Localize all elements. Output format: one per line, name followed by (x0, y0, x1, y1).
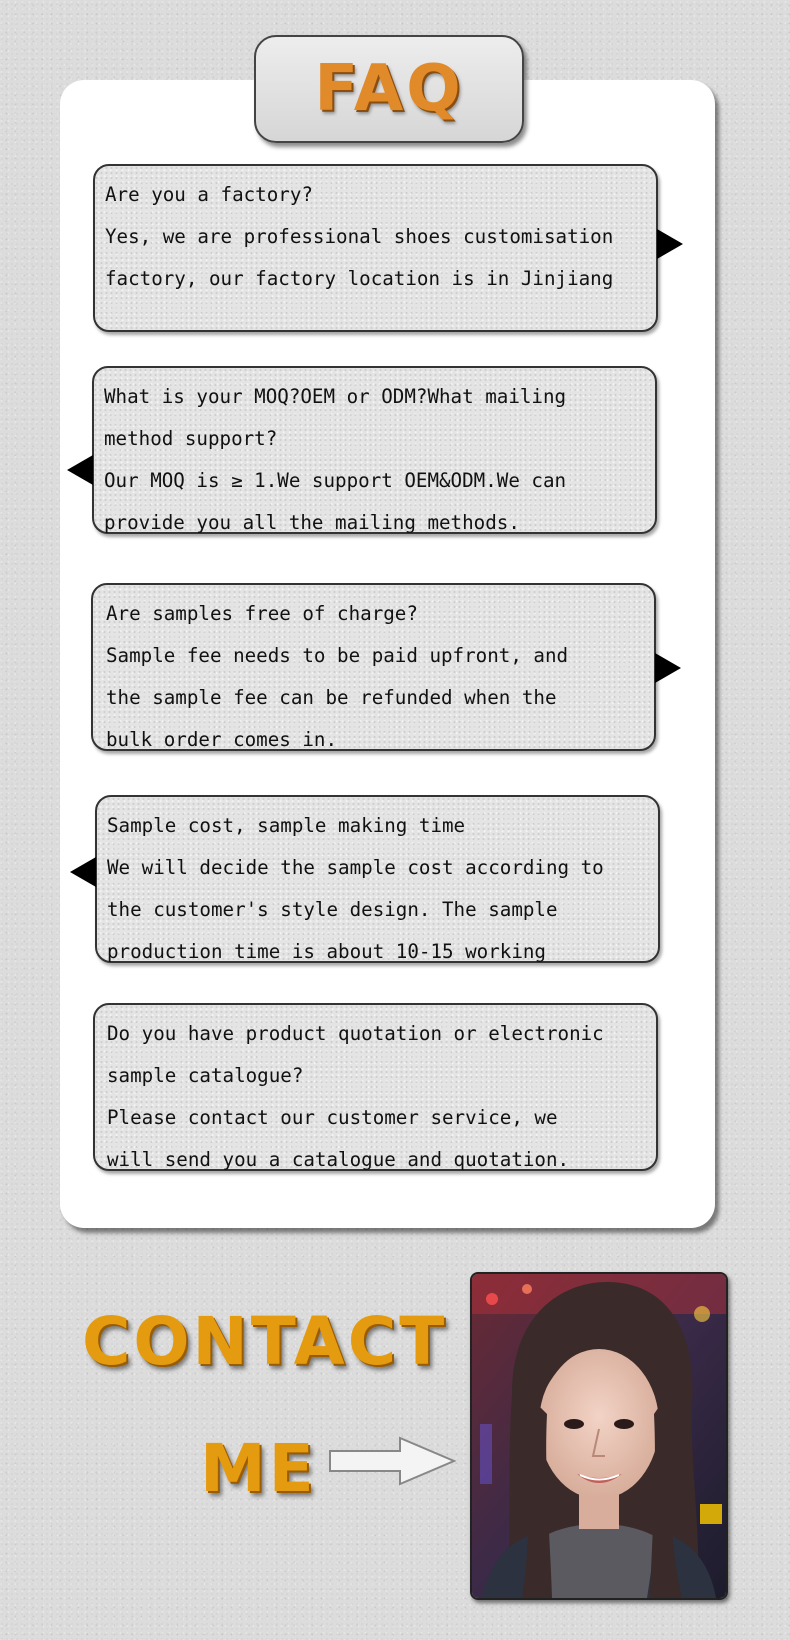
faq-question: Are you a factory? (105, 183, 313, 206)
faq-answer-line: Yes, we are professional shoes customisation (105, 225, 614, 248)
contact-heading: CONTACT (82, 1303, 448, 1380)
faq-header-tab (254, 35, 524, 143)
faq-item-quotation (93, 1003, 658, 1171)
faq-answer-line: factory, our factory location is in Jinjiang (105, 267, 614, 290)
pointer-right-icon (657, 229, 683, 259)
faq-question-line: Do you have product quotation or electronic (107, 1022, 604, 1045)
pointer-left-icon (70, 857, 96, 887)
faq-item-samples-free (91, 583, 656, 751)
person-portrait-illustration (472, 1274, 726, 1598)
faq-question-line: method support? (104, 427, 278, 450)
faq-question: Sample cost, sample making time (107, 814, 466, 837)
faq-question-line: What is your MOQ?OEM or ODM?What mailing (104, 385, 567, 408)
contact-photo (470, 1272, 728, 1600)
faq-answer-line: the customer's style design. The sample (107, 898, 558, 921)
faq-answer-line: the sample fee can be refunded when the (106, 686, 557, 709)
faq-answer-line: bulk order comes in. (106, 728, 338, 751)
faq-answer-line: provide you all the mailing methods. (104, 511, 520, 534)
faq-title: FAQ (314, 52, 464, 126)
pointer-left-icon (67, 455, 93, 485)
contact-heading-me: ME (200, 1430, 317, 1507)
faq-item-moq (92, 366, 657, 534)
faq-answer-line: production time is about 10-15 working (107, 940, 546, 963)
faq-question-line: sample catalogue? (107, 1064, 304, 1087)
faq-answer-line: Please contact our customer service, we (107, 1106, 558, 1129)
faq-answer-line: Sample fee needs to be paid upfront, and (106, 644, 569, 667)
faq-answer-line: will send you a catalogue and quotation. (107, 1148, 570, 1171)
faq-answer-line: Our MOQ is ≥ 1.We support OEM&ODM.We can (104, 469, 567, 492)
faq-item-factory (93, 164, 658, 332)
right-arrow-icon (328, 1436, 456, 1486)
pointer-right-icon (655, 653, 681, 683)
faq-question: Are samples free of charge? (106, 602, 418, 625)
faq-answer-line: We will decide the sample cost according to (107, 856, 604, 879)
faq-item-sample-cost (95, 795, 660, 963)
